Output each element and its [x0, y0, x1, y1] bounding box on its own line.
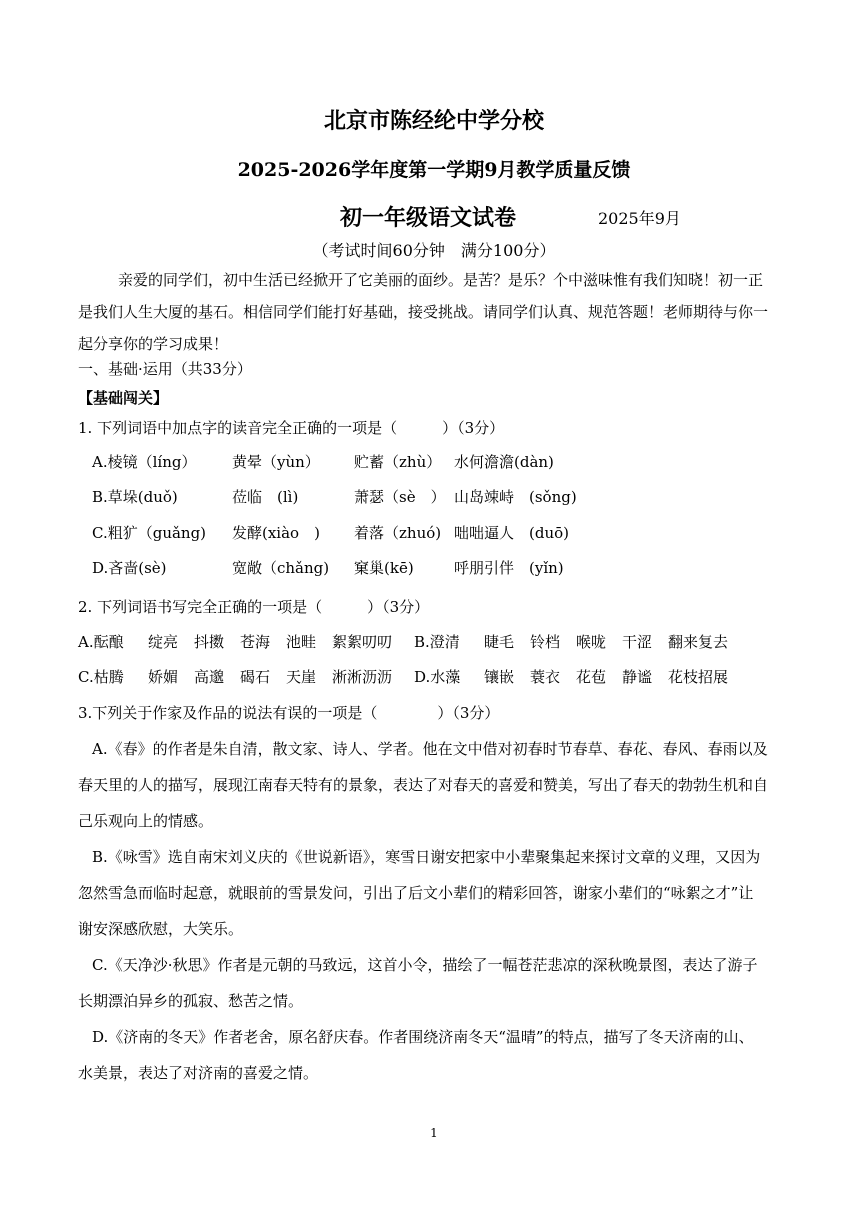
- q3-b-line-2: 忽然雪急而临时起意，就眼前的雪景发问，引出了后文小辈们的精彩回答，谢家小辈们的“咏絮之才”让: [78, 884, 754, 902]
- q1-a-3: 贮蓄（zhù）: [354, 453, 442, 471]
- exam-info: （考试时间60分钟 满分100分）: [312, 241, 556, 260]
- q1-d-1: D.吝啬(sè): [92, 559, 167, 577]
- q1-c-3: 着落（zhuó): [354, 524, 442, 542]
- q2-d-5: 静谧: [622, 668, 653, 686]
- q2-c-3: 高邈: [194, 668, 225, 686]
- q1-a-2: 黄晕（yùn）: [232, 453, 320, 471]
- q2-a-5: 池畦: [286, 633, 317, 651]
- q2-d-4: 花苞: [576, 668, 607, 686]
- term-title: 2025-2026学年度第一学期9月教学质量反馈: [237, 159, 631, 181]
- q2-a-1: A.酝酿: [78, 633, 124, 651]
- q2-c-5: 天崖: [286, 668, 317, 686]
- q2-a-4: 苍海: [240, 633, 271, 651]
- q3-a-line-1: A.《春》的作者是朱自清，散文家、诗人、学者。他在文中借对初春时节春草、春花、春风、春雨以及: [92, 740, 768, 758]
- q2-stem: 2. 下列词语书写完全正确的一项是（ ）（3分）: [78, 598, 430, 616]
- q1-c-4: 咄咄逼人 (duō): [454, 524, 569, 542]
- q1-a-4: 水何澹澹(dàn): [454, 453, 554, 471]
- section-title: 一、基础·运用（共33分）: [78, 360, 252, 378]
- q2-b-3: 铃档: [530, 633, 561, 651]
- q3-d-line-2: 水美景，表达了对济南的喜爱之情。: [78, 1064, 319, 1082]
- q1-d-3: 窠巢(kē): [354, 559, 414, 577]
- q2-a-2: 绽亮: [148, 633, 179, 651]
- q2-b-5: 干涩: [622, 633, 653, 651]
- q3-stem: 3.下列关于作家及作品的说法有误的一项是（ ）（3分）: [78, 704, 500, 722]
- q2-c-4: 碣石: [240, 668, 271, 686]
- intro-line-3: 起分享你的学习成果！: [78, 335, 229, 353]
- q1-b-4: 山岛竦峙 (sǒng): [454, 488, 577, 506]
- q2-b-4: 喉咙: [576, 633, 607, 651]
- q2-b-2: 睫毛: [484, 633, 515, 651]
- q3-c-line-2: 长期漂泊异乡的孤寂、愁苦之情。: [78, 992, 304, 1010]
- q1-b-3: 萧瑟（sè ）: [354, 488, 446, 506]
- q2-d-3: 蓑衣: [530, 668, 561, 686]
- q1-c-2: 发酵(xiào ): [232, 524, 320, 542]
- section-subtitle: 【基础闯关】: [78, 389, 169, 407]
- q2-d-6: 花枝招展: [668, 668, 729, 686]
- q3-d-line-1: D.《济南的冬天》作者老舍，原名舒庆春。作者围绕济南冬天“温晴”的特点，描写了冬天济南的山、: [92, 1028, 754, 1046]
- q2-a-6: 絮絮叨叨: [332, 633, 393, 651]
- school-name: 北京市陈经纶中学分校: [323, 108, 544, 134]
- q3-b-line-1: B.《咏雪》选自南宋刘义庆的《世说新语》，寒雪日谢安把家中小辈聚集起来探讨文章的义理，又因为: [92, 848, 761, 866]
- q2-b-6: 翻来复去: [668, 633, 729, 651]
- q3-b-line-3: 谢安深感欣慰，大笑乐。: [78, 920, 244, 938]
- q2-d-2: 镶嵌: [484, 668, 515, 686]
- q3-c-line-1: C.《天净沙·秋思》作者是元朝的马致远，这首小令，描绘了一幅苍茫悲凉的深秋晚景图，表达了游子: [92, 956, 758, 974]
- exam-date: 2025年9月: [598, 209, 681, 228]
- intro-line-2: 是我们人生大厦的基石。相信同学们能打好基础，接受挑战。请同学们认真、规范答题！老师期待与你一: [78, 303, 769, 321]
- q2-c-1: C.枯腾: [78, 668, 124, 686]
- page-number: 1: [430, 1126, 438, 1140]
- paper-title: 初一年级语文试卷: [340, 205, 517, 231]
- q3-a-line-2: 春天里的人的描写，展现江南春天特有的景象，表达了对春天的喜爱和赞美，写出了春天的勃勃生机和自: [78, 776, 769, 794]
- q1-b-1: B.草垛(duǒ): [92, 488, 178, 506]
- q1-c-1: C.粗犷（guǎng): [92, 524, 207, 542]
- q2-d-1: D.水藻: [414, 668, 461, 686]
- q1-b-2: 莅临 (lì): [232, 488, 299, 506]
- q2-c-2: 娇媚: [148, 668, 179, 686]
- q2-c-6: 淅淅沥沥: [332, 668, 393, 686]
- q3-a-line-3: 己乐观向上的情感。: [78, 812, 214, 830]
- q1-stem: 1. 下列词语中加点字的读音完全正确的一项是（ ）（3分）: [78, 419, 505, 437]
- q2-b-1: B.澄清: [414, 633, 460, 651]
- q1-d-2: 宽敞（chǎng): [232, 559, 330, 577]
- intro-line-1: 亲爱的同学们，初中生活已经掀开了它美丽的面纱。是苦？是乐？个中滋味惟有我们知晓！初一正: [118, 271, 764, 289]
- q1-d-4: 呼朋引伴 (yǐn): [454, 559, 564, 577]
- q1-a-1: A.棱镜（líng）: [92, 453, 197, 471]
- q2-a-3: 抖擞: [194, 633, 225, 651]
